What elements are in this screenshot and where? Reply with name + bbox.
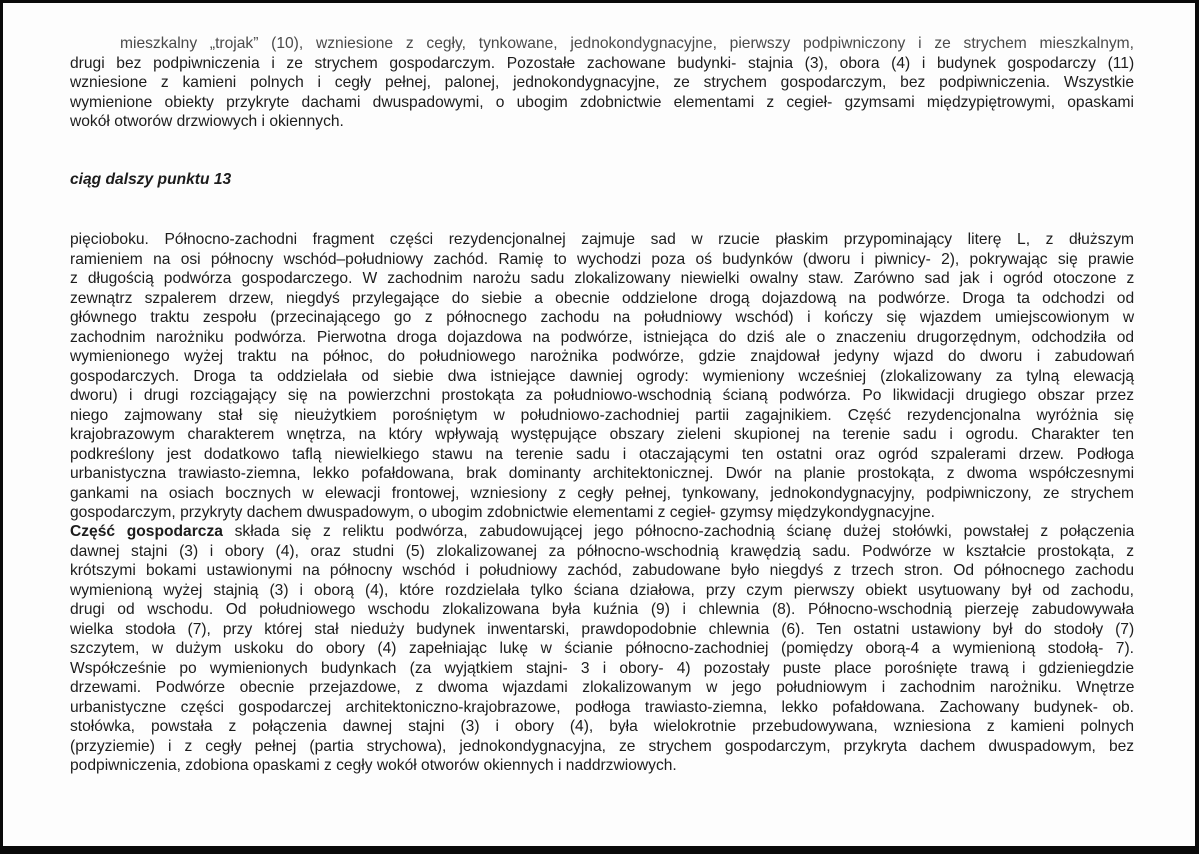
text-line: krótszymi bokami ustawionymi na północny wschód i południowy zachód, zabudowane było niegdyś z trzech stron. Od północnego zachodu bbox=[70, 562, 1134, 579]
text-line bbox=[70, 34, 1134, 54]
text-line: wymienioną wyżej stajnią (3) i oborą (4), które rozdzielała tylko ściana działowa, przy czym pierwszy obiekt usytuowany był od zachodu, bbox=[70, 581, 1134, 599]
text-line: gankami na osiach bocznych w elewacji frontowej, wzniesiony z cegły pełnej, tynkowany, jednokondygnacyjny, podpiwniczony, ze strychem bbox=[70, 484, 1134, 502]
text-line: krajobrazowym charakterem wnętrza, na który wpływają występujące obszary zieleni skupionej na terenie sadu i ogrodu. Charakter ten bbox=[70, 426, 1135, 443]
text-line: ramieniem na osi północny wschód–południowy zachód. Ramię to wychodzi poza oś budynków (dworu i piwnicy- 2), pokrywając się prawie bbox=[70, 250, 1134, 268]
text-line: dworu) i drugi rozciągający się na powierzchni prostokąta za południowo-wschodnią ścianą podwórza. Po likwidacji drugiego obszar przez bbox=[70, 387, 1134, 404]
text-line: drugi od wschodu. Od południowego wschodu zlokalizowana była kuźnia (9) i chlewnia (8). Północno-wschodnią pierzeję zabudowywała bbox=[70, 601, 1134, 618]
text-line: podpiwniczenia, zdobiona opaskami z cegły wokół otworów okiennych i naddrzwiowych. bbox=[70, 757, 677, 774]
text-line: podkreślony jest dodatkowo taflą niewielkiego stawu na terenie sadu i otaczającymi ten ostatni oraz ogród szpalerami drzew. Podłoga bbox=[70, 445, 1134, 463]
paragraph-continuation bbox=[70, 34, 1134, 132]
text-line: wokół otworów drzwiowych i okiennych. bbox=[70, 113, 344, 130]
bold-lead-term: Część gospodarcza bbox=[70, 523, 223, 540]
section-heading: ciąg dalszy punktu 13 bbox=[70, 171, 232, 188]
text-line: wzniesione z kamieni polnych i cegły pełnej, palonej, jednokondygnacyjne, ze strychem gospodarczym, bez podpiwniczenia. Wszystkie bbox=[70, 74, 1134, 91]
text-line: urbanistyczne części gospodarczej architektoniczno-krajobrazowe, podłoga trawiasto-ziemna, lekko pofałdowana. Zachowany budynek- ob. bbox=[70, 698, 1134, 716]
text-line: wymienionego wyżej traktu na północ, do południowego narożnika podwórze, gdzie znajdował jedyny wjazd do dworu i zabudowań bbox=[70, 348, 1135, 365]
text-line: zachodnim narożniku podwórza. Pierwotna droga dojazdowa na podwórze, istniejąca do dziś ale o znaczeniu drugorzędnym, odchodziła od bbox=[70, 328, 1135, 346]
text-line: stołówka, powstała z połączenia dawnej stajni (3) i obory (4), była wielokrotnie przebudowywana, wzniesiona z kamieni polnych bbox=[70, 718, 1135, 735]
text-line: z długością podwórza gospodarczego. W zachodnim narożu sadu zlokalizowany niewielki owalny staw. Zarówno sad jak i ogród otoczone z bbox=[70, 270, 1135, 287]
text-line: wielka stodoła (7), przy której stał nieduży budynek inwentarski, prawdopodobnie chlewnia (6). Ten ostatni ustawiony był do stodoły (7) bbox=[70, 620, 1135, 638]
text-line: głównego traktu zespołu (przecinającego go z północnego zachodu na południowy wschód) i kończy się wjazdem umiejscowionym w bbox=[70, 309, 1135, 326]
text-line: wymienione obiekty przykryte dachami dwuspadowymi, o ubogim zdobnictwie elementami z cegieł- gzymsami międzypiętrowymi, opaskami bbox=[70, 93, 1134, 111]
text-line: dawnej stajni (3) i obory (4), oraz studni (5) zlokalizowanej za północno-wschodnią krawędzią sadu. Podwórze w kształcie prostokąta, z bbox=[70, 542, 1134, 560]
text-line-content: mieszkalny „trojak” (10), wzniesione z cegły, tynkowane, jednokondygnacyjne, pierwszy podpiwniczony i ze strychem mieszkalnym, bbox=[120, 35, 1134, 52]
text-line: zewnątrz szpalerem drzew, niegdyś przylegające do siebie a obecnie oddzielone drogą dojazdową na podwórze. Droga ta odchodzi od bbox=[70, 289, 1135, 307]
text-line: pięcioboku. Północno-zachodni fragment części rezydencjonalnej zajmuje sad w rzucie płaskim przypominający literę L, z dłuższym bbox=[70, 231, 1134, 248]
text-line: drzewami. Podwórze obecnie przejazdowe, z dwoma wjazdami zlokalizowanym w jego południowym i zachodnim narożniku. Wnętrze bbox=[70, 679, 1135, 696]
scanned-document-page bbox=[3, 3, 1195, 846]
text-line: (przyziemie) i z cegły pełnej (partia strychowa), jednokondygnacyjna, ze strychem gospodarczym, przykryta dachem dwuspadowym, bez bbox=[70, 737, 1135, 755]
paragraph-residential-part bbox=[70, 230, 1134, 523]
paragraph-farm-part bbox=[70, 522, 1134, 776]
text-line: Współcześnie po wymienionych budynkach (za wyjątkiem stajni- 3 i obory- 4) pozostały puste place porośnięte trawą i gdzieniegdzie bbox=[70, 659, 1134, 677]
text-line: gospodarczym, przykryty dachem dwuspadowym, o ubogim zdobnictwie elementami z cegieł- gzymsy międzykondygnacyjne. bbox=[70, 504, 935, 521]
text-line: niego zajmowany stał się nieużytkiem porośniętym w południowo-zachodniej partii zagajnikiem. Część rezydencjonalna wyróżnia się bbox=[70, 406, 1134, 424]
text-line: szczytem, w dużym uskoku do obory (4) zapełniając lukę w ścianie północno-zachodniej (pomiędzy oborą-4 a wymienioną stodołą- 7). bbox=[70, 640, 1134, 657]
text-line: drugi bez podpiwniczenia i ze strychem gospodarczym. Pozostałe zachowane budynki- stajnia (3), obora (4) i budynek gospodarczy (11) bbox=[70, 54, 1135, 72]
text-line: gospodarczych. Droga ta oddzielała od siebie dwa istniejące dawniej ogrody: wymieniony wcześniej (zlokalizowany za tylną elewacją bbox=[70, 367, 1135, 385]
text-line bbox=[70, 522, 1134, 542]
text-line-content: składa się z reliktu podwórza, zabudowującej jego północno-zachodnią ścianę dużej stołówki, powstałej z połączenia bbox=[222, 523, 1135, 540]
text-line: urbanistyczna trawiasto-ziemna, lekko pofałdowana, brak dominanty architektonicznej. Dwór na planie prostokąta, z dwoma współczesnymi bbox=[70, 465, 1135, 482]
